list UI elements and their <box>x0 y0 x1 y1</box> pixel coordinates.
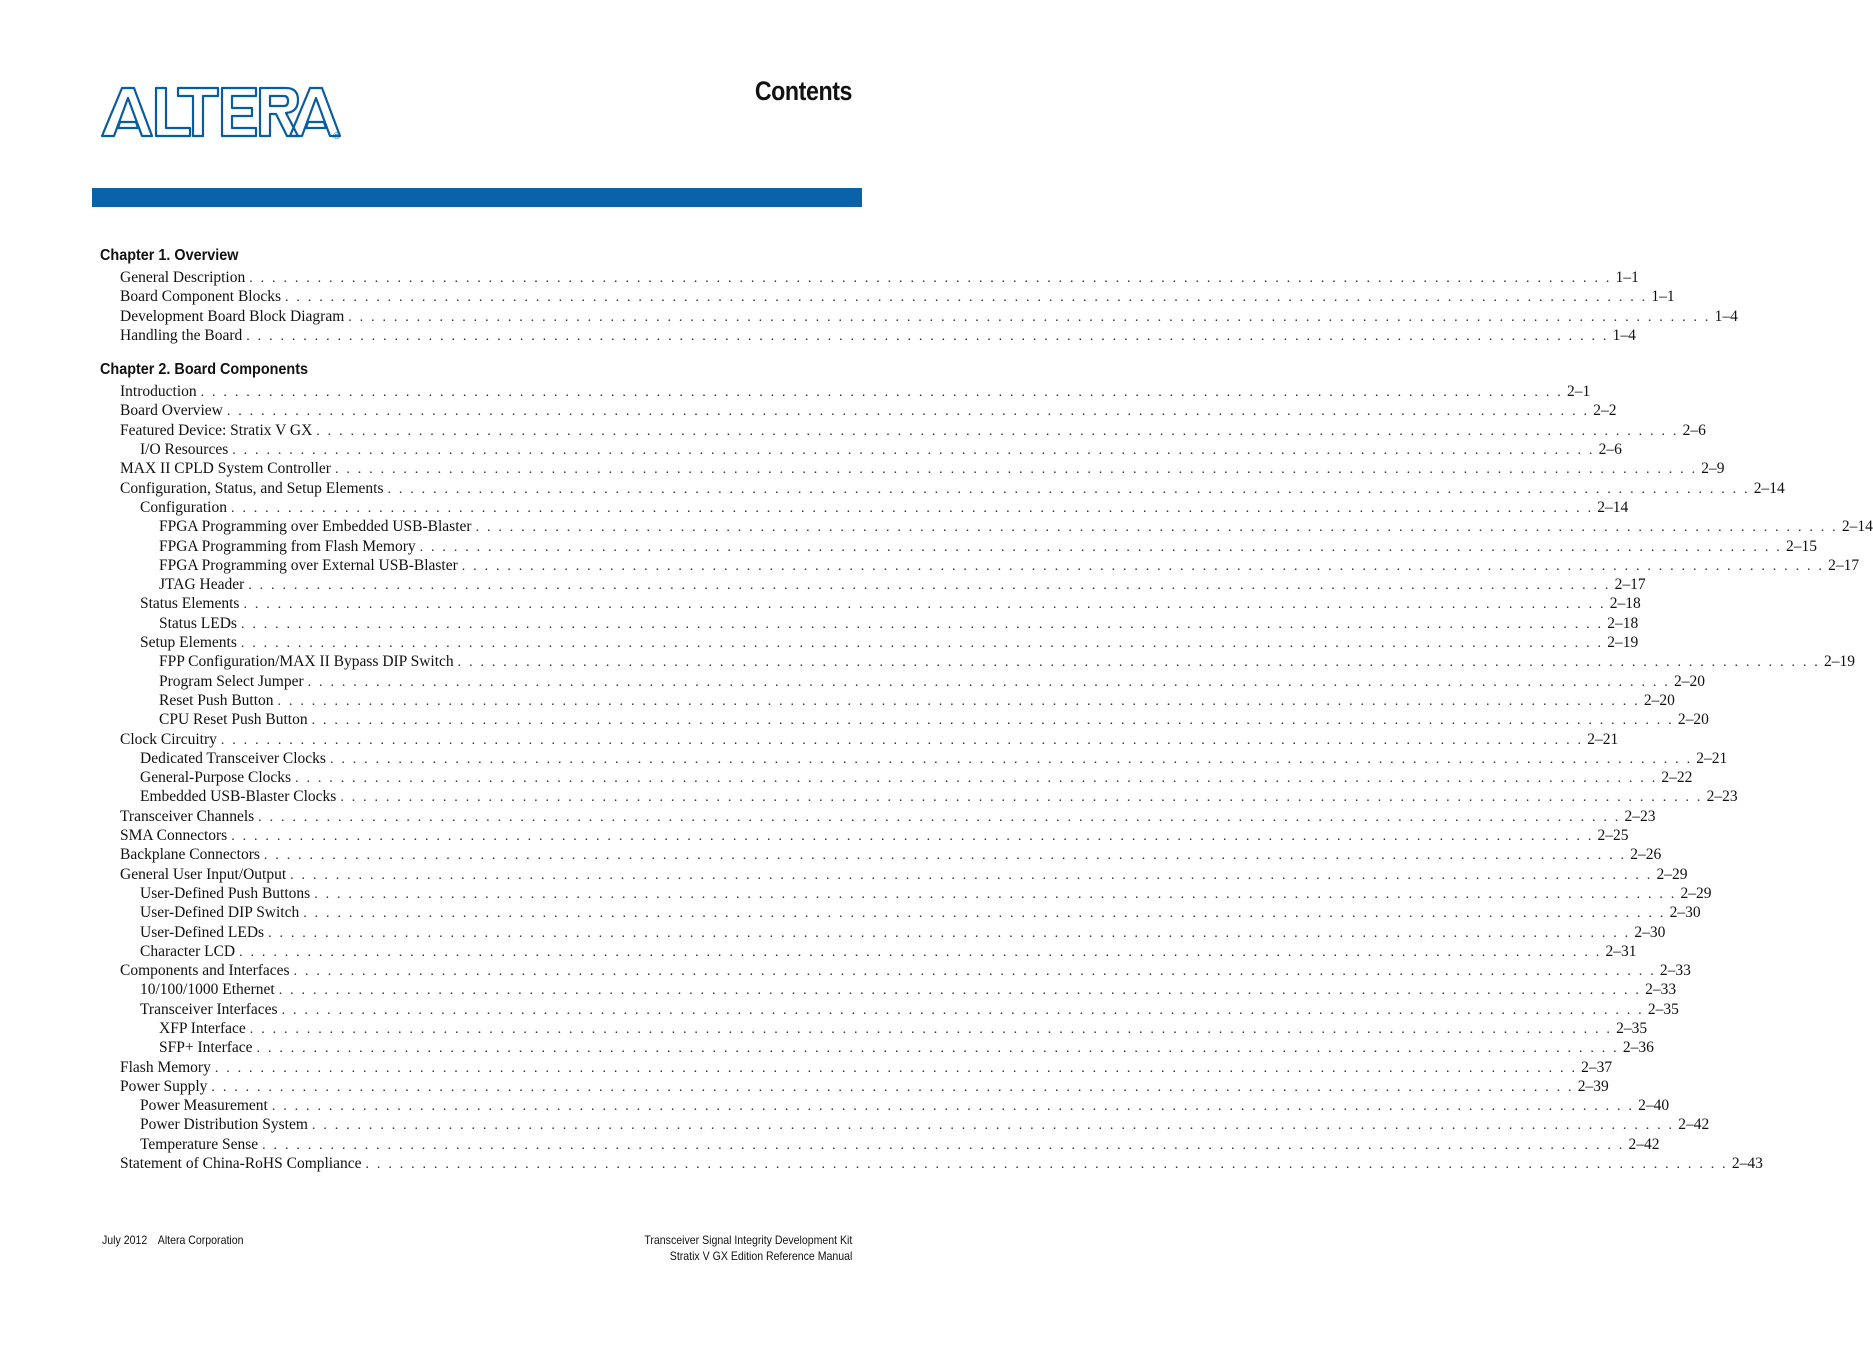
toc-entry-title: User-Defined LEDs <box>140 923 265 941</box>
toc-entry-page: 2–19 <box>1607 634 1639 652</box>
toc-entry[interactable] <box>100 884 1712 903</box>
toc-entry-title: General User Input/Output <box>120 865 287 883</box>
toc-entry-page: 2–33 <box>1645 981 1677 999</box>
dot-leader: . . . . . . . . . . . . . . . . . . . . . . . . . . . . . . . . . . . . . . . . . . . . . . . . . . . . . . . . . . . . . . . . . . . . . . . . . . . . . . . . . . . . . . . . . . . . . . . . . . . . . . . . . . . . . . . . . . . . . . . . <box>295 771 1658 787</box>
dot-leader: . . . . . . . . . . . . . . . . . . . . . . . . . . . . . . . . . . . . . . . . . . . . . . . . . . . . . . . . . . . . . . . . . . . . . . . . . . . . . . . . . . . . . . . . . . . . . . . . . . . . . . . . . . . . . . . . . . . . . . . . <box>281 1002 1644 1018</box>
toc-entry-page: 2–14 <box>1753 479 1785 497</box>
toc-entry-page: 2–20 <box>1677 711 1709 729</box>
toc-entry[interactable] <box>100 807 1656 826</box>
toc-entry-title: FPGA Programming from Flash Memory <box>159 537 416 555</box>
dot-leader: . . . . . . . . . . . . . . . . . . . . . . . . . . . . . . . . . . . . . . . . . . . . . . . . . . . . . . . . . . . . . . . . . . . . . . . . . . . . . . . . . . . . . . . . . . . . . . . . . . . . . . . . . . . . . . . . . . . . . . . . <box>285 290 1648 306</box>
toc-entry[interactable] <box>100 691 1675 710</box>
toc-entry[interactable] <box>100 633 1639 652</box>
dot-leader: . . . . . . . . . . . . . . . . . . . . . . . . . . . . . . . . . . . . . . . . . . . . . . . . . . . . . . . . . . . . . . . . . . . . . . . . . . . . . . . . . . . . . . . . . . . . . . . . . . . . . . . . . . . . . . . . . . . . . . . . <box>303 906 1666 922</box>
toc-entry-title: Power Distribution System <box>140 1116 308 1134</box>
toc-entry[interactable] <box>100 672 1705 691</box>
toc-entry-page: 2–31 <box>1605 942 1637 960</box>
toc-entry-title: Configuration, Status, and Setup Elements <box>120 479 384 497</box>
toc-entry[interactable] <box>100 382 1591 401</box>
dot-leader: . . . . . . . . . . . . . . . . . . . . . . . . . . . . . . . . . . . . . . . . . . . . . . . . . . . . . . . . . . . . . . . . . . . . . . . . . . . . . . . . . . . . . . . . . . . . . . . . . . . . . . . . . . . . . . . . . . . . . . . . <box>277 693 1640 709</box>
toc-entry-title: Temperature Sense <box>140 1135 259 1153</box>
toc-entry[interactable] <box>100 479 1785 498</box>
toc-entry-page: 2–42 <box>1678 1116 1710 1134</box>
toc-entry-page: 2–40 <box>1638 1097 1670 1115</box>
toc-entry-page: 2–23 <box>1706 788 1738 806</box>
toc-entry-title: Embedded USB-Blaster Clocks <box>140 788 337 806</box>
toc-entry[interactable] <box>100 517 1873 536</box>
toc-entry-page: 2–25 <box>1597 827 1629 845</box>
toc-entry[interactable] <box>100 730 1619 749</box>
table-of-contents <box>100 244 1873 1173</box>
footer-date: July 2012 <box>102 1233 148 1247</box>
toc-entry-page: 2–35 <box>1647 1000 1679 1018</box>
toc-entry-title: Status Elements <box>140 595 240 613</box>
toc-entry-title: Configuration <box>140 498 227 516</box>
toc-entry-title: General-Purpose Clocks <box>140 769 292 787</box>
dot-leader: . . . . . . . . . . . . . . . . . . . . . . . . . . . . . . . . . . . . . . . . . . . . . . . . . . . . . . . . . . . . . . . . . . . . . . . . . . . . . . . . . . . . . . . . . . . . . . . . . . . . . . . . . . . . . . . . . . . . . . . . <box>290 867 1653 883</box>
toc-entry[interactable] <box>100 865 1688 884</box>
toc-entry-title: Statement of China-RoHS Compliance <box>120 1155 362 1173</box>
toc-entry[interactable] <box>100 1038 1654 1057</box>
altera-logo <box>100 86 345 142</box>
header-rule <box>92 188 862 207</box>
chapter-spacer <box>100 345 852 358</box>
toc-entry-page: 2–9 <box>1701 460 1725 478</box>
toc-entry-title: JTAG Header <box>159 576 245 594</box>
toc-entry[interactable] <box>100 1019 1648 1038</box>
toc-entry-page: 2–35 <box>1616 1019 1648 1037</box>
toc-entry-title: Setup Elements <box>140 634 237 652</box>
toc-entry-title: Backplane Connectors <box>120 846 260 864</box>
toc-entry-title: 10/100/1000 Ethernet <box>140 981 275 999</box>
dot-leader: . . . . . . . . . . . . . . . . . . . . . . . . . . . . . . . . . . . . . . . . . . . . . . . . . . . . . . . . . . . . . . . . . . . . . . . . . . . . . . . . . . . . . . . . . . . . . . . . . . . . . . . . . . . . . . . . . . . . . . . . <box>248 578 1611 594</box>
dot-leader: . . . . . . . . . . . . . . . . . . . . . . . . . . . . . . . . . . . . . . . . . . . . . . . . . . . . . . . . . . . . . . . . . . . . . . . . . . . . . . . . . . . . . . . . . . . . . . . . . . . . . . . . . . . . . . . . . . . . . . . . <box>214 1060 1578 1076</box>
toc-entry-page: 2–17 <box>1614 576 1646 594</box>
toc-entry-page: 2–26 <box>1630 846 1662 864</box>
footer-right <box>644 1232 852 1264</box>
toc-entry[interactable] <box>100 1058 1613 1077</box>
toc-entry-title: Transceiver Interfaces <box>140 1000 278 1018</box>
toc-entry-page: 2–15 <box>1785 537 1817 555</box>
toc-entry-page: 2–43 <box>1731 1155 1763 1173</box>
toc-entry[interactable] <box>100 980 1677 999</box>
dot-leader: . . . . . . . . . . . . . . . . . . . . . . . . . . . . . . . . . . . . . . . . . . . . . . . . . . . . . . . . . . . . . . . . . . . . . . . . . . . . . . . . . . . . . . . . . . . . . . . . . . . . . . . . . . . . . . . . . . . . . . . . <box>246 328 1609 344</box>
toc-entry-title: Dedicated Transceiver Clocks <box>140 749 326 767</box>
toc-entry[interactable] <box>100 498 1629 517</box>
dot-leader: . . . . . . . . . . . . . . . . . . . . . . . . . . . . . . . . . . . . . . . . . . . . . . . . . . . . . . . . . . . . . . . . . . . . . . . . . . . . . . . . . . . . . . . . . . . . . . . . . . . . . . . . . . . . . . . . . . . . . . . . <box>263 848 1627 864</box>
toc-entry-title: XFP Interface <box>159 1019 246 1037</box>
dot-leader: . . . . . . . . . . . . . . . . . . . . . . . . . . . . . . . . . . . . . . . . . . . . . . . . . . . . . . . . . . . . . . . . . . . . . . . . . . . . . . . . . . . . . . . . . . . . . . . . . . . . . . . . . . . . . . . . . . . . . . . . <box>461 558 1825 574</box>
toc-entry[interactable] <box>100 575 1646 594</box>
toc-entry-title: Clock Circuitry <box>120 730 217 748</box>
toc-entry-title: Components and Interfaces <box>120 962 290 980</box>
toc-entry[interactable] <box>100 787 1738 806</box>
toc-entry[interactable] <box>100 287 1675 306</box>
toc-entry[interactable] <box>100 594 1641 613</box>
toc-entry-page: 2–14 <box>1597 498 1629 516</box>
toc-entry[interactable] <box>100 326 1636 345</box>
toc-entry-page: 2–30 <box>1669 904 1701 922</box>
toc-entry[interactable] <box>100 1000 1679 1019</box>
toc-entry-title: Transceiver Channels <box>120 807 255 825</box>
dot-leader: . . . . . . . . . . . . . . . . . . . . . . . . . . . . . . . . . . . . . . . . . . . . . . . . . . . . . . . . . . . . . . . . . . . . . . . . . . . . . . . . . . . . . . . . . . . . . . . . . . . . . . . . . . . . . . . . . . . . . . . . <box>258 809 1621 825</box>
dot-leader: . . . . . . . . . . . . . . . . . . . . . . . . . . . . . . . . . . . . . . . . . . . . . . . . . . . . . . . . . . . . . . . . . . . . . . . . . . . . . . . . . . . . . . . . . . . . . . . . . . . . . . . . . . . . . . . . . . . . . . . . <box>457 655 1820 671</box>
footer-left <box>102 1232 243 1248</box>
toc-entry[interactable] <box>100 459 1725 478</box>
toc-entry-page: 2–23 <box>1624 807 1656 825</box>
toc-entry[interactable] <box>100 537 1817 556</box>
toc-entry[interactable] <box>100 307 1738 326</box>
toc-entry-page: 2–20 <box>1643 691 1675 709</box>
dot-leader: . . . . . . . . . . . . . . . . . . . . . . . . . . . . . . . . . . . . . . . . . . . . . . . . . . . . . . . . . . . . . . . . . . . . . . . . . . . . . . . . . . . . . . . . . . . . . . . . . . . . . . . . . . . . . . . . . . . . . . . . <box>232 443 1595 459</box>
toc-entry-page: 2–29 <box>1680 884 1712 902</box>
toc-entry-page: 2–42 <box>1628 1135 1660 1153</box>
toc-entry-title: MAX II CPLD System Controller <box>120 460 331 478</box>
toc-entry-page: 2–22 <box>1661 769 1693 787</box>
toc-entry-title: FPGA Programming over Embedded USB-Blaster <box>159 518 472 536</box>
toc-entry-title: Board Overview <box>120 402 223 420</box>
toc-entry[interactable] <box>100 1096 1670 1115</box>
dot-leader: . . . . . . . . . . . . . . . . . . . . . . . . . . . . . . . . . . . . . . . . . . . . . . . . . . . . . . . . . . . . . . . . . . . . . . . . . . . . . . . . . . . . . . . . . . . . . . . . . . . . . . . . . . . . . . . . . . . . . . . . <box>249 1021 1613 1037</box>
dot-leader: . . . . . . . . . . . . . . . . . . . . . . . . . . . . . . . . . . . . . . . . . . . . . . . . . . . . . . . . . . . . . . . . . . . . . . . . . . . . . . . . . . . . . . . . . . . . . . . . . . . . . . . . . . . . . . . . . . . . . . . . <box>475 520 1838 536</box>
dot-leader: . . . . . . . . . . . . . . . . . . . . . . . . . . . . . . . . . . . . . . . . . . . . . . . . . . . . . . . . . . . . . . . . . . . . . . . . . . . . . . . . . . . . . . . . . . . . . . . . . . . . . . . . . . . . . . . . . . . . . . . . <box>226 404 1590 420</box>
toc-entry[interactable] <box>100 749 1728 768</box>
toc-entry-page: 2–21 <box>1587 730 1619 748</box>
toc-entry-title: I/O Resources <box>140 441 229 459</box>
toc-entry-title: Reset Push Button <box>159 691 274 709</box>
toc-entry[interactable] <box>100 923 1666 942</box>
toc-entry-title: Introduction <box>120 383 197 401</box>
dot-leader: . . . . . . . . . . . . . . . . . . . . . . . . . . . . . . . . . . . . . . . . . . . . . . . . . . . . . . . . . . . . . . . . . . . . . . . . . . . . . . . . . . . . . . . . . . . . . . . . . . . . . . . . . . . . . . . . . . . . . . . . <box>231 829 1594 845</box>
dot-leader: . . . . . . . . . . . . . . . . . . . . . . . . . . . . . . . . . . . . . . . . . . . . . . . . . . . . . . . . . . . . . . . . . . . . . . . . . . . . . . . . . . . . . . . . . . . . . . . . . . . . . . . . . . . . . . . . . . . . . . . . <box>348 309 1711 325</box>
toc-entry-page: 2–2 <box>1593 402 1617 420</box>
toc-entry[interactable] <box>100 710 1709 729</box>
toc-entry-title: Development Board Block Diagram <box>120 307 345 325</box>
toc-entry-title: Program Select Jumper <box>159 672 304 690</box>
dot-leader: . . . . . . . . . . . . . . . . . . . . . . . . . . . . . . . . . . . . . . . . . . . . . . . . . . . . . . . . . . . . . . . . . . . . . . . . . . . . . . . . . . . . . . . . . . . . . . . . . . . . . . . . . . . . . . . . . . . . . . . . <box>268 925 1631 941</box>
toc-entry[interactable] <box>100 961 1691 980</box>
toc-entry-page: 2–18 <box>1607 614 1639 632</box>
dot-leader: . . . . . . . . . . . . . . . . . . . . . . . . . . . . . . . . . . . . . . . . . . . . . . . . . . . . . . . . . . . . . . . . . . . . . . . . . . . . . . . . . . . . . . . . . . . . . . . . . . . . . . . . . . . . . . . . . . . . . . . . <box>262 1137 1625 1153</box>
toc-entry[interactable] <box>100 1077 1609 1096</box>
toc-entry[interactable] <box>100 556 1860 575</box>
dot-leader: . . . . . . . . . . . . . . . . . . . . . . . . . . . . . . . . . . . . . . . . . . . . . . . . . . . . . . . . . . . . . . . . . . . . . . . . . . . . . . . . . . . . . . . . . . . . . . . . . . . . . . . . . . . . . . . . . . . . . . . . <box>293 964 1656 980</box>
toc-entry[interactable] <box>100 1135 1660 1154</box>
toc-entry[interactable] <box>100 421 1706 440</box>
toc-entry-page: 1–1 <box>1651 288 1675 306</box>
toc-entry[interactable] <box>100 268 1639 287</box>
dot-leader: . . . . . . . . . . . . . . . . . . . . . . . . . . . . . . . . . . . . . . . . . . . . . . . . . . . . . . . . . . . . . . . . . . . . . . . . . . . . . . . . . . . . . . . . . . . . . . . . . . . . . . . . . . . . . . . . . . . . . . . . <box>278 983 1642 999</box>
dot-leader: . . . . . . . . . . . . . . . . . . . . . . . . . . . . . . . . . . . . . . . . . . . . . . . . . . . . . . . . . . . . . . . . . . . . . . . . . . . . . . . . . . . . . . . . . . . . . . . . . . . . . . . . . . . . . . . . . . . . . . . . <box>240 616 1604 632</box>
dot-leader: . . . . . . . . . . . . . . . . . . . . . . . . . . . . . . . . . . . . . . . . . . . . . . . . . . . . . . . . . . . . . . . . . . . . . . . . . . . . . . . . . . . . . . . . . . . . . . . . . . . . . . . . . . . . . . . . . . . . . . . . <box>387 481 1750 497</box>
dot-leader: . . . . . . . . . . . . . . . . . . . . . . . . . . . . . . . . . . . . . . . . . . . . . . . . . . . . . . . . . . . . . . . . . . . . . . . . . . . . . . . . . . . . . . . . . . . . . . . . . . . . . . . . . . . . . . . . . . . . . . . . <box>239 944 1602 960</box>
toc-entry[interactable] <box>100 1154 1763 1173</box>
dot-leader: . . . . . . . . . . . . . . . . . . . . . . . . . . . . . . . . . . . . . . . . . . . . . . . . . . . . . . . . . . . . . . . . . . . . . . . . . . . . . . . . . . . . . . . . . . . . . . . . . . . . . . . . . . . . . . . . . . . . . . . . <box>271 1099 1635 1115</box>
chapter-heading[interactable]: Chapter 1. Overview <box>100 247 239 264</box>
toc-entry-page: 2–37 <box>1581 1058 1613 1076</box>
toc-entry[interactable] <box>100 1115 1710 1134</box>
toc-entry-title: FPGA Programming over External USB-Blaster <box>159 556 458 574</box>
toc-entry[interactable] <box>100 614 1639 633</box>
footer-company: Altera Corporation <box>157 1233 244 1247</box>
toc-entry-title: General Description <box>120 269 246 286</box>
toc-entry-title: SFP+ Interface <box>159 1039 253 1057</box>
dot-leader: . . . . . . . . . . . . . . . . . . . . . . . . . . . . . . . . . . . . . . . . . . . . . . . . . . . . . . . . . . . . . . . . . . . . . . . . . . . . . . . . . . . . . . . . . . . . . . . . . . . . . . . . . . . . . . . . . . . . . . . . <box>419 539 1782 555</box>
trademark-symbol: ® <box>332 132 341 142</box>
page-title: Contents <box>754 76 852 106</box>
toc-entry-page: 2–36 <box>1622 1039 1654 1057</box>
dot-leader: . . . . . . . . . . . . . . . . . . . . . . . . . . . . . . . . . . . . . . . . . . . . . . . . . . . . . . . . . . . . . . . . . . . . . . . . . . . . . . . . . . . . . . . . . . . . . . . . . . . . . . . . . . . . . . . . . . . . . . . . <box>249 271 1612 286</box>
toc-entry-title: User-Defined DIP Switch <box>140 904 300 922</box>
toc-entry-page: 2–21 <box>1696 749 1728 767</box>
toc-entry-title: FPP Configuration/MAX II Bypass DIP Switch <box>159 653 454 671</box>
dot-leader: . . . . . . . . . . . . . . . . . . . . . . . . . . . . . . . . . . . . . . . . . . . . . . . . . . . . . . . . . . . . . . . . . . . . . . . . . . . . . . . . . . . . . . . . . . . . . . . . . . . . . . . . . . . . . . . . . . . . . . . . <box>230 500 1594 516</box>
toc-entry-page: 2–19 <box>1823 653 1855 671</box>
dot-leader: . . . . . . . . . . . . . . . . . . . . . . . . . . . . . . . . . . . . . . . . . . . . . . . . . . . . . . . . . . . . . . . . . . . . . . . . . . . . . . . . . . . . . . . . . . . . . . . . . . . . . . . . . . . . . . . . . . . . . . . . <box>240 636 1604 652</box>
toc-entry[interactable] <box>100 440 1622 459</box>
footer-doc-subtitle: Stratix V GX Edition Reference Manual <box>669 1249 852 1263</box>
toc-entry-page: 2–29 <box>1656 865 1688 883</box>
toc-entry-page: 1–4 <box>1714 307 1738 325</box>
toc-entry-page: 2–20 <box>1673 672 1705 690</box>
toc-entry-page: 2–33 <box>1659 962 1691 980</box>
toc-entry-title: SMA Connectors <box>120 827 228 845</box>
toc-entry[interactable] <box>100 903 1701 922</box>
dot-leader: . . . . . . . . . . . . . . . . . . . . . . . . . . . . . . . . . . . . . . . . . . . . . . . . . . . . . . . . . . . . . . . . . . . . . . . . . . . . . . . . . . . . . . . . . . . . . . . . . . . . . . . . . . . . . . . . . . . . . . . . <box>340 790 1703 806</box>
toc-entry-title: User-Defined Push Buttons <box>140 884 311 902</box>
toc-entry[interactable] <box>100 845 1662 864</box>
dot-leader: . . . . . . . . . . . . . . . . . . . . . . . . . . . . . . . . . . . . . . . . . . . . . . . . . . . . . . . . . . . . . . . . . . . . . . . . . . . . . . . . . . . . . . . . . . . . . . . . . . . . . . . . . . . . . . . . . . . . . . . . <box>220 732 1584 748</box>
toc-entry-page: 2–14 <box>1841 518 1873 536</box>
footer-doc-title: Transceiver Signal Integrity Development Kit <box>644 1233 852 1247</box>
toc-entry-page: 1–4 <box>1612 326 1636 344</box>
toc-entry-title: Featured Device: Stratix V GX <box>120 421 313 439</box>
dot-leader: . . . . . . . . . . . . . . . . . . . . . . . . . . . . . . . . . . . . . . . . . . . . . . . . . . . . . . . . . . . . . . . . . . . . . . . . . . . . . . . . . . . . . . . . . . . . . . . . . . . . . . . . . . . . . . . . . . . . . . . . <box>365 1157 1728 1173</box>
toc-entry-title: Status LEDs <box>159 614 237 632</box>
toc-entry-title: Handling the Board <box>120 326 243 344</box>
dot-leader: . . . . . . . . . . . . . . . . . . . . . . . . . . . . . . . . . . . . . . . . . . . . . . . . . . . . . . . . . . . . . . . . . . . . . . . . . . . . . . . . . . . . . . . . . . . . . . . . . . . . . . . . . . . . . . . . . . . . . . . . <box>334 462 1698 478</box>
toc-entry-page: 2–39 <box>1577 1077 1609 1095</box>
toc-entry-title: Board Component Blocks <box>120 288 282 306</box>
toc-entry[interactable] <box>100 652 1855 671</box>
dot-leader: . . . . . . . . . . . . . . . . . . . . . . . . . . . . . . . . . . . . . . . . . . . . . . . . . . . . . . . . . . . . . . . . . . . . . . . . . . . . . . . . . . . . . . . . . . . . . . . . . . . . . . . . . . . . . . . . . . . . . . . . <box>314 886 1677 902</box>
toc-entry[interactable] <box>100 768 1693 787</box>
dot-leader: . . . . . . . . . . . . . . . . . . . . . . . . . . . . . . . . . . . . . . . . . . . . . . . . . . . . . . . . . . . . . . . . . . . . . . . . . . . . . . . . . . . . . . . . . . . . . . . . . . . . . . . . . . . . . . . . . . . . . . . . <box>329 751 1693 767</box>
dot-leader: . . . . . . . . . . . . . . . . . . . . . . . . . . . . . . . . . . . . . . . . . . . . . . . . . . . . . . . . . . . . . . . . . . . . . . . . . . . . . . . . . . . . . . . . . . . . . . . . . . . . . . . . . . . . . . . . . . . . . . . . <box>311 713 1674 729</box>
toc-entry-page: 2–1 <box>1566 383 1591 401</box>
toc-entry-title: Character LCD <box>140 942 236 960</box>
toc-entry[interactable] <box>100 942 1637 961</box>
toc-entry-page: 2–17 <box>1828 556 1860 574</box>
toc-entry-title: Power Supply <box>120 1077 208 1095</box>
toc-entry-title: Power Measurement <box>140 1097 268 1115</box>
toc-entry-page: 2–18 <box>1609 595 1641 613</box>
toc-entry-title: Flash Memory <box>120 1058 211 1076</box>
dot-leader: . . . . . . . . . . . . . . . . . . . . . . . . . . . . . . . . . . . . . . . . . . . . . . . . . . . . . . . . . . . . . . . . . . . . . . . . . . . . . . . . . . . . . . . . . . . . . . . . . . . . . . . . . . . . . . . . . . . . . . . . <box>211 1079 1574 1095</box>
dot-leader: . . . . . . . . . . . . . . . . . . . . . . . . . . . . . . . . . . . . . . . . . . . . . . . . . . . . . . . . . . . . . . . . . . . . . . . . . . . . . . . . . . . . . . . . . . . . . . . . . . . . . . . . . . . . . . . . . . . . . . . . <box>243 597 1606 613</box>
dot-leader: . . . . . . . . . . . . . . . . . . . . . . . . . . . . . . . . . . . . . . . . . . . . . . . . . . . . . . . . . . . . . . . . . . . . . . . . . . . . . . . . . . . . . . . . . . . . . . . . . . . . . . . . . . . . . . . . . . . . . . . . <box>311 1118 1675 1134</box>
dot-leader: . . . . . . . . . . . . . . . . . . . . . . . . . . . . . . . . . . . . . . . . . . . . . . . . . . . . . . . . . . . . . . . . . . . . . . . . . . . . . . . . . . . . . . . . . . . . . . . . . . . . . . . . . . . . . . . . . . . . . . . . <box>316 423 1679 439</box>
chapter-heading[interactable]: Chapter 2. Board Components <box>100 361 309 379</box>
toc-entry-page: 2–30 <box>1634 923 1666 941</box>
toc-entry-title: CPU Reset Push Button <box>159 711 308 729</box>
toc-entry-page: 1–1 <box>1615 269 1639 286</box>
toc-entry[interactable] <box>100 826 1629 845</box>
dot-leader: . . . . . . . . . . . . . . . . . . . . . . . . . . . . . . . . . . . . . . . . . . . . . . . . . . . . . . . . . . . . . . . . . . . . . . . . . . . . . . . . . . . . . . . . . . . . . . . . . . . . . . . . . . . . . . . . . . . . . . . . <box>200 385 1563 401</box>
toc-entry-page: 2–6 <box>1682 421 1706 439</box>
dot-leader: . . . . . . . . . . . . . . . . . . . . . . . . . . . . . . . . . . . . . . . . . . . . . . . . . . . . . . . . . . . . . . . . . . . . . . . . . . . . . . . . . . . . . . . . . . . . . . . . . . . . . . . . . . . . . . . . . . . . . . . . <box>256 1041 1619 1057</box>
dot-leader: . . . . . . . . . . . . . . . . . . . . . . . . . . . . . . . . . . . . . . . . . . . . . . . . . . . . . . . . . . . . . . . . . . . . . . . . . . . . . . . . . . . . . . . . . . . . . . . . . . . . . . . . . . . . . . . . . . . . . . . . <box>307 674 1670 690</box>
toc-entry-page: 2–6 <box>1598 441 1622 459</box>
toc-entry[interactable] <box>100 401 1617 420</box>
